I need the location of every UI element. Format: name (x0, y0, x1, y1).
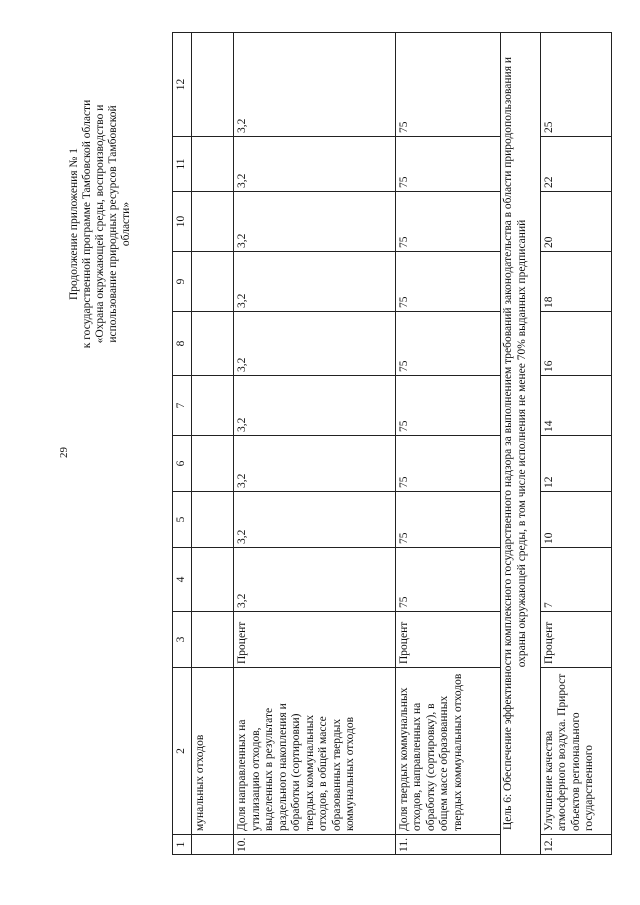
value-cell: 3,2 (234, 252, 396, 312)
value-cell: 25 (540, 33, 611, 137)
table-row (540, 33, 611, 855)
value-cell: 3,2 (234, 137, 396, 192)
value-cell: 18 (540, 252, 611, 312)
value-cell: 20 (540, 192, 611, 252)
continuation-row (192, 33, 234, 855)
value-cell: 7 (540, 548, 611, 612)
value-cell: 10 (540, 492, 611, 548)
table-row (234, 33, 396, 855)
value-cell: 75 (395, 492, 500, 548)
value-cell: 3,2 (234, 492, 396, 548)
column-number: 8 (173, 312, 192, 376)
page-number: 29 (58, 447, 70, 458)
column-number: 11 (173, 137, 192, 192)
value-cell: 14 (540, 376, 611, 436)
column-number: 1 (173, 835, 192, 855)
value-cell: 75 (395, 376, 500, 436)
goal-row (501, 33, 541, 855)
value-cell: 75 (395, 192, 500, 252)
table-row (395, 33, 500, 855)
indicator-name: Доля твердых коммунальных отходов, направленных на обработку (сортировку), в общем массе образованных твердых коммунальных отходов (395, 668, 500, 835)
header-line: к государственной программе Тамбовской области (81, 99, 93, 349)
header-title: Продолжение приложения № 1 (68, 147, 80, 301)
column-number: 3 (173, 612, 192, 668)
row-number: 12. (540, 835, 611, 855)
value-cell: 75 (395, 137, 500, 192)
value-cell: 3,2 (234, 312, 396, 376)
continuation-text: мунальных отходов (192, 668, 234, 835)
value-cell: 3,2 (234, 548, 396, 612)
value-cell: 75 (395, 252, 500, 312)
value-cell: 75 (395, 548, 500, 612)
row-number: 10. (234, 835, 396, 855)
indicator-table (172, 32, 612, 855)
header-line: использование природных ресурсов Тамбовской (107, 105, 119, 343)
value-cell: 3,2 (234, 192, 396, 252)
value-cell: 75 (395, 436, 500, 492)
value-cell: 22 (540, 137, 611, 192)
indicator-name: Улучшение качества атмосферного воздуха. Прирост объектов регионального государственного (540, 668, 611, 835)
value-cell: 16 (540, 312, 611, 376)
column-number-row (173, 33, 192, 855)
column-number: 9 (173, 252, 192, 312)
unit-cell: Процент (540, 612, 611, 668)
unit-cell: Процент (234, 612, 396, 668)
document-header (68, 22, 133, 426)
header-line: области» (120, 201, 132, 247)
value-cell: 3,2 (234, 436, 396, 492)
column-number: 6 (173, 436, 192, 492)
goal-text: Цель 6: Обеспечение эффективности комплексного государственного надзора за выполнением требований законодательства в области природопользования и охраны окружающей среды, в том числе исполнения не менее 70% выданных предписаний (501, 33, 541, 855)
indicator-name: Доля направленных на утилизацию отходов, выделенных в результате раздельного накопления и обработки (сортировки) твердых коммунальных отходов, в общей массе образованных твердых коммунальных отходов (234, 668, 396, 835)
indicator-table-container (172, 33, 612, 855)
value-cell: 75 (395, 33, 500, 137)
unit-cell: Процент (395, 612, 500, 668)
column-number: 4 (173, 548, 192, 612)
value-cell: 12 (540, 436, 611, 492)
value-cell: 3,2 (234, 376, 396, 436)
value-cell: 75 (395, 312, 500, 376)
column-number: 10 (173, 192, 192, 252)
column-number: 5 (173, 492, 192, 548)
column-number: 2 (173, 668, 192, 835)
row-number: 11. (395, 835, 500, 855)
column-number: 12 (173, 33, 192, 137)
value-cell: 3,2 (234, 33, 396, 137)
header-line: «Охрана окружающей среды, воспроизводство и (94, 104, 106, 344)
column-number: 7 (173, 376, 192, 436)
